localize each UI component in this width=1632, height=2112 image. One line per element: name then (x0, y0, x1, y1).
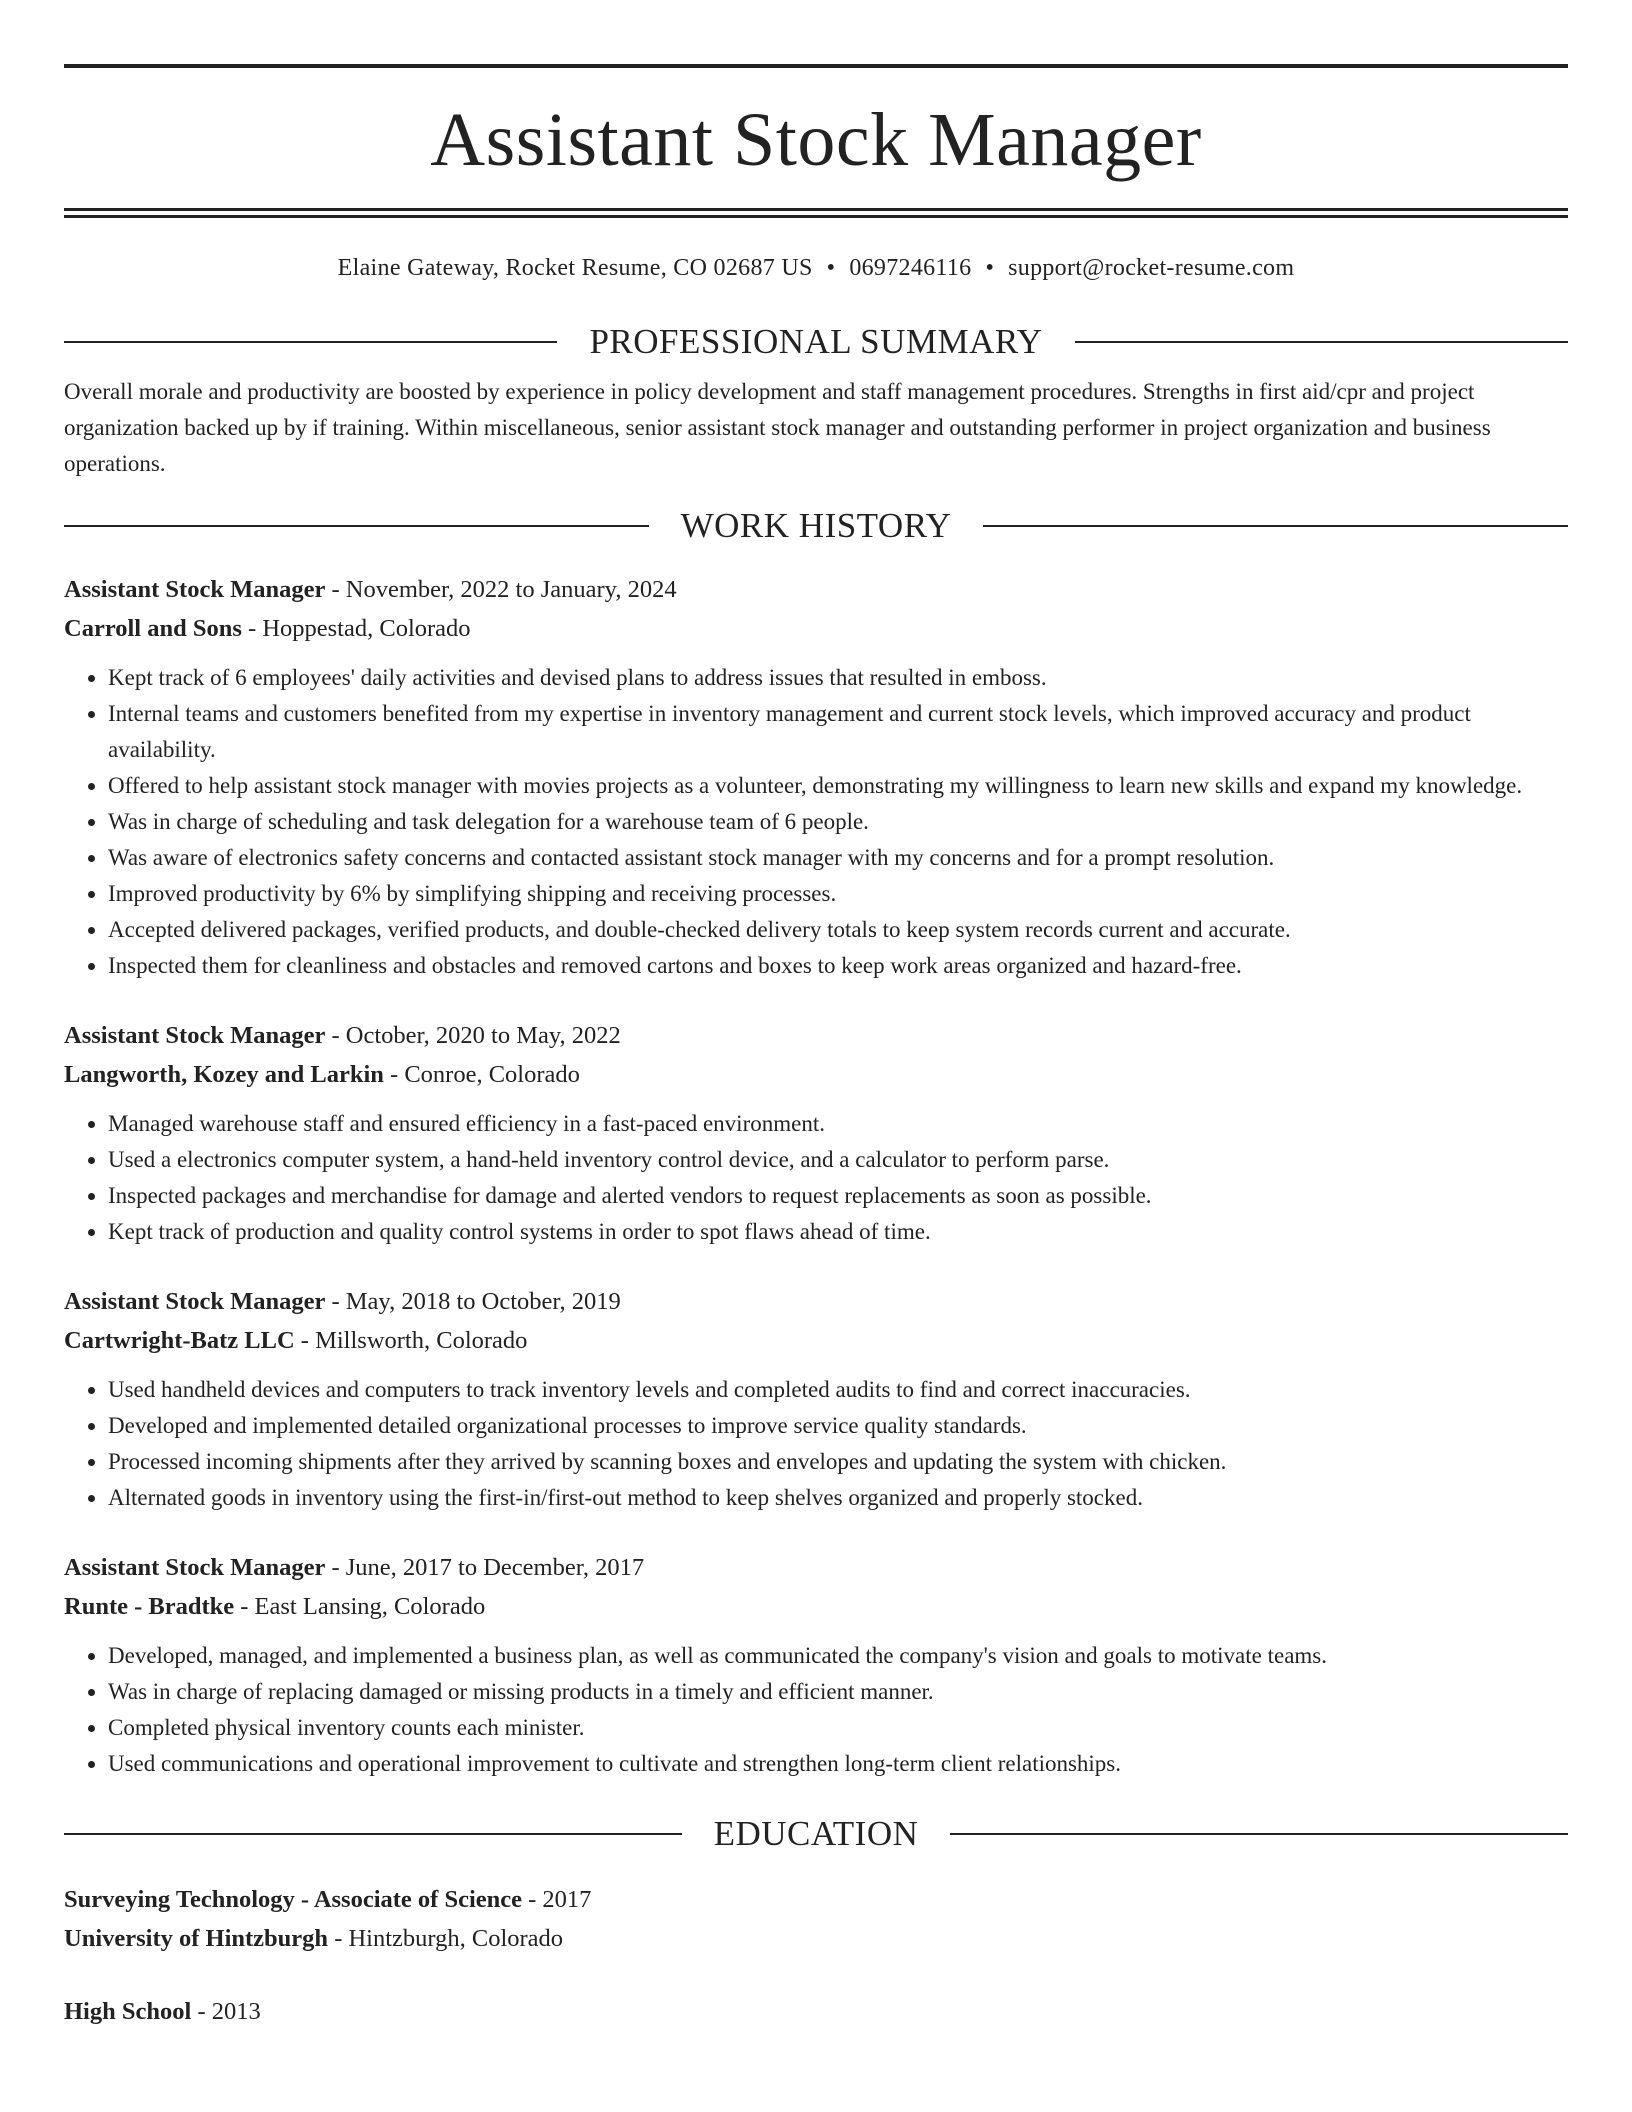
job-title: Assistant Stock Manager (64, 1554, 326, 1581)
contact-separator: • (826, 255, 836, 281)
job-entry (64, 570, 1568, 984)
education-school: University of Hintzburgh (64, 1925, 329, 1952)
job-bullets (64, 660, 1568, 984)
job-dates: - October, 2020 to May, 2022 (325, 1022, 621, 1049)
job-company: Runte - Bradtke (64, 1593, 235, 1620)
job-bullet: • Managed warehouse staff and ensured efficiency in a fast-paced environment. (108, 1106, 1568, 1142)
job-bullet: • Completed physical inventory counts each minister. (108, 1710, 1568, 1746)
heading-rule-left (64, 341, 557, 343)
heading-rule-left (64, 525, 649, 527)
heading-rule-right (1075, 341, 1568, 343)
job-bullet: • Accepted delivered packages, verified products, and double-checked delivery totals to keep system records current and accurate. (108, 912, 1568, 948)
job-title: Assistant Stock Manager (64, 1288, 326, 1315)
job-bullet: • Kept track of production and quality control systems in order to spot flaws ahead of time. (108, 1214, 1568, 1250)
job-title: Assistant Stock Manager (64, 576, 326, 603)
job-entry (64, 1016, 1568, 1250)
job-location: - Millsworth, Colorado (294, 1327, 528, 1354)
job-bullets (64, 1638, 1568, 1782)
job-bullet: • Inspected packages and merchandise for damage and alerted vendors to request replacements as soon as possible. (108, 1178, 1568, 1214)
job-bullet: • Used handheld devices and computers to track inventory levels and completed audits to find and correct inaccuracies. (108, 1372, 1568, 1408)
job-dates: - November, 2022 to January, 2024 (325, 576, 677, 603)
job-title-line (64, 1548, 1568, 1587)
contact-email: support@rocket-resume.com (1008, 255, 1295, 281)
heading-rule-right (983, 525, 1568, 527)
job-entry (64, 1282, 1568, 1516)
education-degree-line (64, 1992, 1568, 2031)
resume-title: Assistant Stock Manager (430, 98, 1202, 182)
education-year: - 2017 (522, 1886, 592, 1913)
contact-separator: • (985, 255, 995, 281)
job-bullet: • Used communications and operational improvement to cultivate and strengthen long-term client relationships. (108, 1746, 1568, 1782)
job-title-line (64, 1282, 1568, 1321)
education-school-line (64, 1919, 1568, 1958)
education-heading (64, 1814, 1568, 1854)
job-bullet: • Was in charge of replacing damaged or missing products in a timely and efficient manner. (108, 1674, 1568, 1710)
job-bullet: • Developed and implemented detailed organizational processes to improve service quality standards. (108, 1408, 1568, 1444)
job-bullets (64, 1372, 1568, 1516)
job-title: Assistant Stock Manager (64, 1022, 326, 1049)
job-location: - East Lansing, Colorado (234, 1593, 486, 1620)
heading-rule-right (950, 1833, 1568, 1835)
education-location: - Hintzburgh, Colorado (328, 1925, 564, 1952)
job-bullet: • Developed, managed, and implemented a business plan, as well as communicated the company's vision and goals to motivate teams. (108, 1638, 1568, 1674)
job-company-line (64, 1055, 1568, 1094)
job-dates: - June, 2017 to December, 2017 (325, 1554, 645, 1581)
job-company: Cartwright-Batz LLC (64, 1327, 295, 1354)
education-heading-text: EDUCATION (713, 1814, 919, 1853)
job-bullet: • Kept track of 6 employees' daily activities and devised plans to address issues that resulted in emboss. (108, 660, 1568, 696)
job-company: Langworth, Kozey and Larkin (64, 1061, 384, 1088)
job-bullet: • Was in charge of scheduling and task delegation for a warehouse team of 6 people. (108, 804, 1568, 840)
job-dates: - May, 2018 to October, 2019 (325, 1288, 621, 1315)
job-bullets (64, 1106, 1568, 1250)
job-title-line (64, 1016, 1568, 1055)
job-company-line (64, 609, 1568, 648)
contact-address: Elaine Gateway, Rocket Resume, CO 02687 US (337, 255, 813, 281)
job-bullet: • Used a electronics computer system, a hand-held inventory control device, and a calculator to perform parse. (108, 1142, 1568, 1178)
summary-heading (64, 322, 1568, 362)
job-title-line (64, 570, 1568, 609)
job-bullet: • Processed incoming shipments after they arrived by scanning boxes and envelopes and updating the system with chicken. (108, 1444, 1568, 1480)
job-bullet: • Was aware of electronics safety concerns and contacted assistant stock manager with my concerns and for a prompt resolution. (108, 840, 1568, 876)
contact-phone: 0697246116 (849, 255, 972, 281)
job-company-line (64, 1587, 1568, 1626)
work-history-heading (64, 506, 1568, 546)
education-entry (64, 1880, 1568, 1958)
title-double-rule (64, 208, 1568, 218)
summary-heading-text: PROFESSIONAL SUMMARY (589, 322, 1043, 361)
job-bullet: • Offered to help assistant stock manager with movies projects as a volunteer, demonstrating my willingness to learn new skills and expand my knowledge. (108, 768, 1568, 804)
education-degree: Surveying Technology - Associate of Science (64, 1886, 523, 1913)
heading-rule-left (64, 1833, 682, 1835)
education-year: - 2013 (191, 1998, 261, 2025)
job-bullet: • Alternated goods in inventory using the first-in/first-out method to keep shelves organized and properly stocked. (108, 1480, 1568, 1516)
education-degree: High School (64, 1998, 192, 2025)
job-location: - Conroe, Colorado (383, 1061, 580, 1088)
job-bullet: • Inspected them for cleanliness and obstacles and removed cartons and boxes to keep work areas organized and hazard-free. (108, 948, 1568, 984)
top-rule (64, 64, 1568, 68)
job-entry (64, 1548, 1568, 1782)
education-entry (64, 1992, 1568, 2031)
summary-text: Overall morale and productivity are boosted by experience in policy development and staff management procedures. Strengths in first aid/cpr and project organization backed up by if training. Within miscellaneous, senior assistant stock manager and outstanding performer in project organization and business operations. (64, 379, 1491, 476)
job-bullet: • Improved productivity by 6% by simplifying shipping and receiving processes. (108, 876, 1568, 912)
contact-line (64, 252, 1568, 284)
job-location: - Hoppestad, Colorado (241, 615, 471, 642)
job-bullet: • Internal teams and customers benefited from my expertise in inventory management and current stock levels, which improved accuracy and product availability. (108, 696, 1568, 768)
job-company: Carroll and Sons (64, 615, 242, 642)
job-company-line (64, 1321, 1568, 1360)
work-history-heading-text: WORK HISTORY (680, 506, 952, 545)
education-degree-line (64, 1880, 1568, 1919)
